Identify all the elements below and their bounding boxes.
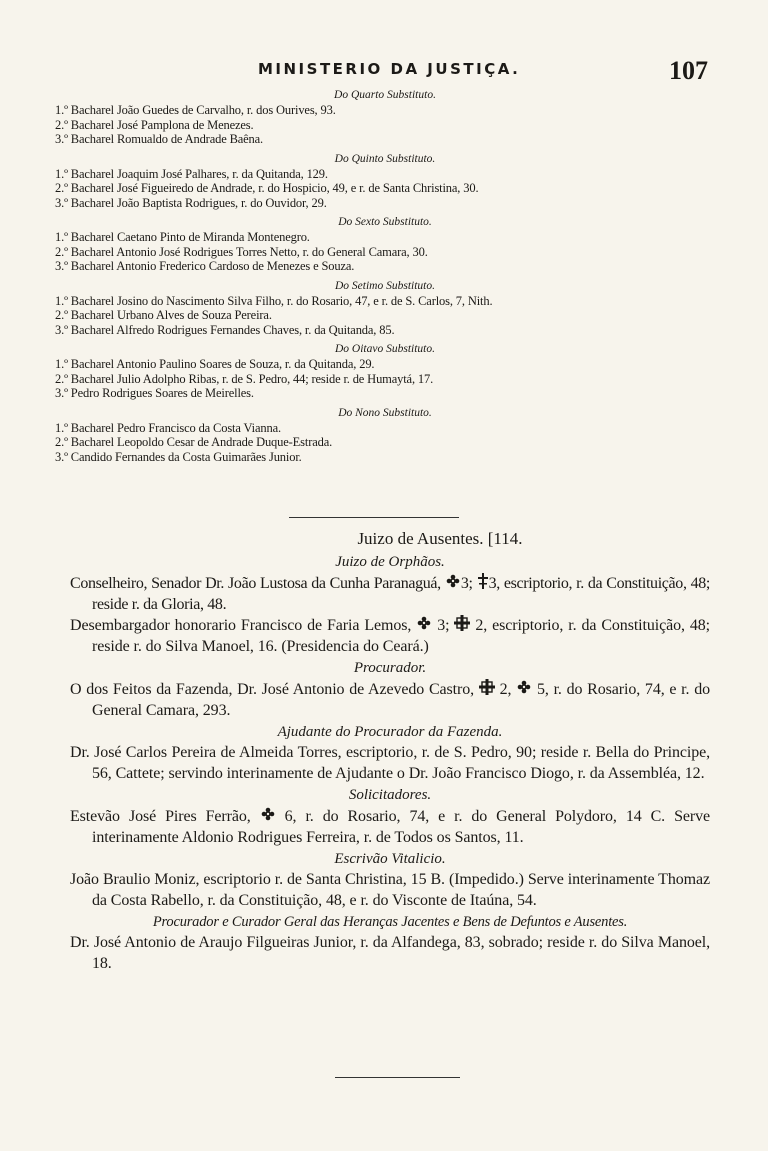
order-of-christ-cross-icon — [477, 573, 489, 589]
page-number: 107 — [669, 56, 708, 85]
judge-entry: Conselheiro, Senador Dr. João Lustosa da Cunha Paranaguá, 3; 3, escriptorio, r. da Constituição, 48; reside r. da Gloria, 48. — [70, 575, 710, 613]
list-item: 3.º Bacharel Romualdo de Andrade Baêna. — [55, 132, 264, 146]
substitute-heading: Do Oitavo Substituto. — [335, 343, 435, 355]
escrivao-heading: Escrivão Vitalicio. — [334, 851, 446, 867]
list-item: 2.º Bacharel Leopoldo Cesar de Andrade Duque-Estrada. — [55, 435, 333, 449]
list-item: 1.º Bacharel Pedro Francisco da Costa Vianna. — [55, 420, 281, 435]
running-title: MINISTERIO DA JUSTIÇA. — [258, 60, 521, 78]
order-of-the-rose-icon — [445, 573, 461, 589]
list-item: 3.º Bacharel Antonio Frederico Cardoso de Menezes e Souza. — [55, 259, 355, 273]
solicitador-entry: Estevão José Pires Ferrão, 6, r. do Rosario, 74, e r. do General Polydoro, 14 C. Serve interinamente Aldonio Rodrigues Ferreira, r. de Todos os Santos, 11. — [70, 808, 711, 846]
procurador-entry: O dos Feitos da Fazenda, Dr. José Antonio de Azevedo Castro, 2, 5, r. do Rosario, 74, e r. do General Camara, 293. — [70, 681, 710, 719]
list-item: 3.º Pedro Rodrigues Soares de Meirelles. — [55, 386, 254, 400]
curador-heading: Procurador e Curador Geral das Heranças Jacentes e Bens de Defuntos e Ausentes. — [152, 914, 628, 930]
list-item: 2.º Bacharel Antonio José Rodrigues Torres Netto, r. do General Camara, 30. — [55, 244, 428, 259]
imperial-order-cross-icon — [479, 679, 495, 695]
running-head — [0, 56, 768, 88]
list-item: 1.º Bacharel João Guedes de Carvalho, r. dos Ourives, 93. — [55, 103, 336, 117]
solicitadores-heading: Solicitadores. — [348, 787, 432, 803]
list-item: 3.º Bacharel Alfredo Rodrigues Fernandes Chaves, r. da Quitanda, 85. — [55, 322, 395, 337]
section-subtitle: Juizo de Orphãos. — [335, 554, 445, 570]
list-item: 2.º Bacharel José Figueiredo de Andrade, r. do Hospicio, 49, e r. de Santa Christina, 30. — [55, 181, 479, 195]
imperial-order-cross-icon — [454, 615, 470, 631]
juizo-section — [70, 527, 710, 974]
escrivao-entry: João Braulio Moniz, escriptorio r. de Santa Christina, 15 B. (Impedido.) Serve interinamente Thomaz da Costa Rabello, r. da Constituição, 48, e r. do Visconte de Itaúna, 54. — [70, 871, 710, 909]
substitute-heading: Do Sexto Substituto. — [338, 216, 432, 228]
order-of-the-rose-icon — [516, 679, 532, 695]
substitute-heading: Do Nono Substituto. — [338, 406, 432, 419]
substitute-heading: Do Quinto Substituto. — [334, 152, 436, 165]
list-item: 3.º Bacharel João Baptista Rodrigues, r. do Ouvidor, 29. — [55, 195, 327, 210]
ajudante-heading: Ajudante do Procurador da Fazenda. — [277, 724, 503, 740]
list-item: 2.º Bacharel Urbano Alves de Souza Pereira. — [55, 308, 272, 322]
divider — [335, 1077, 460, 1078]
section-title: Juizo de Ausentes. [114. — [357, 529, 523, 548]
substitute-heading: Do Quarto Substituto. — [334, 89, 436, 101]
procurador-heading: Procurador. — [353, 660, 427, 676]
list-item: 2.º Bacharel José Pamplona de Menezes. — [55, 117, 254, 132]
substitutes-list — [55, 88, 715, 464]
substitute-heading: Do Setimo Substituto. — [335, 279, 435, 292]
order-of-the-rose-icon — [260, 806, 276, 822]
desembargador-entry: Desembargador honorario Francisco de Faria Lemos, 3; 2, escriptorio, r. da Constituição, 48; reside r. do Silva Manoel, 16. (Presidencia do Ceará.) — [70, 617, 710, 655]
list-item: 1.º Bacharel Antonio Paulino Soares de Souza, r. da Quitanda, 29. — [55, 357, 375, 371]
order-of-the-rose-icon — [416, 615, 432, 631]
list-item: 1.º Bacharel Caetano Pinto de Miranda Montenegro. — [55, 230, 310, 244]
list-item: 2.º Bacharel Julio Adolpho Ribas, r. de S. Pedro, 44; reside r. de Humaytá, 17. — [55, 371, 434, 386]
list-item: 1.º Bacharel Josino do Nascimento Silva Filho, r. do Rosario, 47, e r. de S. Carlos, 7, Nith. — [55, 293, 493, 308]
list-item: 3.º Candido Fernandes da Costa Guimarães Junior. — [55, 449, 302, 464]
curador-entry: Dr. José Antonio de Araujo Filgueiras Junior, r. da Alfandega, 83, sobrado; reside r. do Silva Manoel, 18. — [70, 934, 710, 972]
list-item: 1.º Bacharel Joaquim José Palhares, r. da Quitanda, 129. — [55, 166, 328, 181]
ajudante-entry: Dr. José Carlos Pereira de Almeida Torres, escriptorio, r. de S. Pedro, 90; reside r. Bella do Principe, 56, Cattete; servindo interinamente de Ajudante o Dr. João Francisco Diogo, r. da Assembléa, 12. — [70, 744, 710, 782]
divider — [289, 517, 459, 518]
